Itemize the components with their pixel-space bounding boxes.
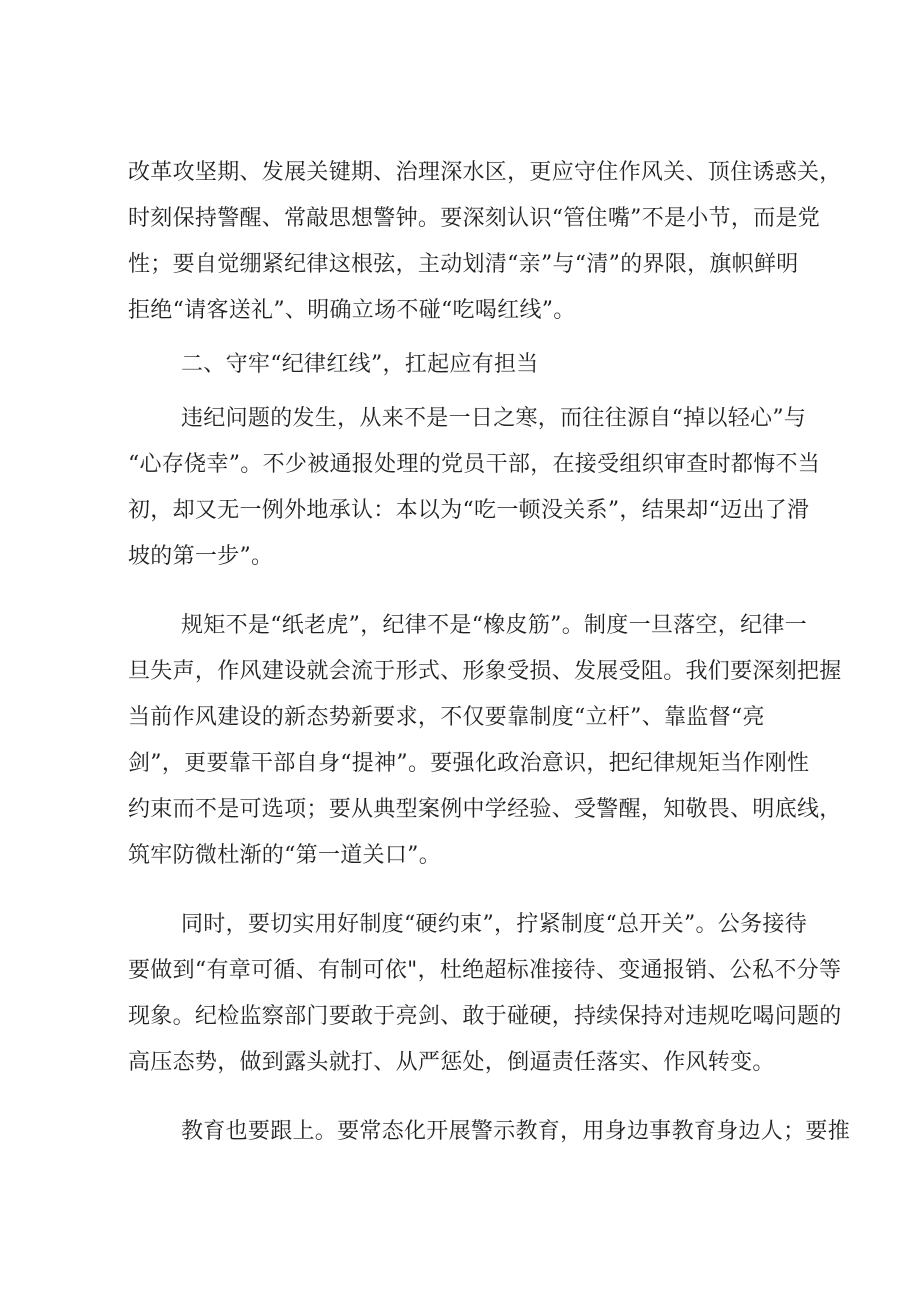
- paragraph-2-line-3: 初，却又无一例外地承认：本以为“吃一顿没关系”，结果却“迈出了滑: [128, 498, 810, 523]
- paragraph-4-line-3: 现象。纪检监察部门要敢于亮剑、敢于碰硬，持续保持对违规吃喝问题的: [128, 1004, 842, 1029]
- paragraph-3-line-5: 约束而不是可选项；要从典型案例中学经验、受警醒，知敬畏、明底线，: [128, 797, 842, 822]
- paragraph-3-line-2: 旦失声，作风建设就会流于形式、形象受损、发展受阻。我们要深刻把握: [128, 659, 842, 684]
- paragraph-5-line-1: 教育也要跟上。要常态化开展警示教育，用身边事教育身边人；要推: [181, 1119, 851, 1144]
- paragraph-3-line-4: 剑”，更要靠干部自身“提神”。要强化政治意识，把纪律规矩当作刚性: [128, 751, 810, 776]
- paragraph-3-line-1: 规矩不是“纸老虎”，纪律不是“橡皮筋”。制度一旦落空，纪律一: [181, 613, 807, 638]
- paragraph-1-line-1: 改革攻坚期、发展关键期、治理深水区，更应守住作风关、顶住诱惑关，: [128, 160, 842, 185]
- paragraph-4-line-1: 同时，要切实用好制度“硬约束”，拧紧制度“总开关”。公务接待: [181, 912, 807, 937]
- paragraph-4-line-4: 高压态势，做到露头就打、从严惩处，倒逼责任落实、作风转变。: [128, 1050, 775, 1075]
- paragraph-3-line-3: 当前作风建设的新态势新要求，不仅要靠制度“立杆”、靠监督“亮: [128, 705, 765, 730]
- section-heading: 二、守牢“纪律红线”，扛起应有担当: [181, 352, 539, 377]
- paragraph-4-line-2: 要做到“有章可循、有制可依"，杜绝超标准接待、变通报销、公私不分等: [128, 958, 842, 983]
- paragraph-2-line-4: 坡的第一步”。: [128, 544, 274, 569]
- paragraph-1-line-4: 拒绝“请客送礼”、明确立场不碰“吃喝红线”。: [128, 298, 576, 323]
- paragraph-1-line-2: 时刻保持警醒、常敲思想警钟。要深刻认识“管住嘴”不是小节，而是党: [128, 206, 821, 231]
- paragraph-2-line-2: “心存侥幸”。不少被通报处理的党员干部，在接受组织审查时都悔不当: [128, 452, 821, 477]
- paragraph-1-line-3: 性；要自觉绷紧纪律这根弦，主动划清“亲”与“清”的界限，旗帜鲜明: [128, 252, 799, 277]
- paragraph-2-line-1: 违纪问题的发生，从来不是一日之寒，而往往源自“掉以轻心”与: [181, 406, 807, 431]
- paragraph-3-line-6: 筑牢防微杜渐的“第一道关口”。: [128, 843, 441, 868]
